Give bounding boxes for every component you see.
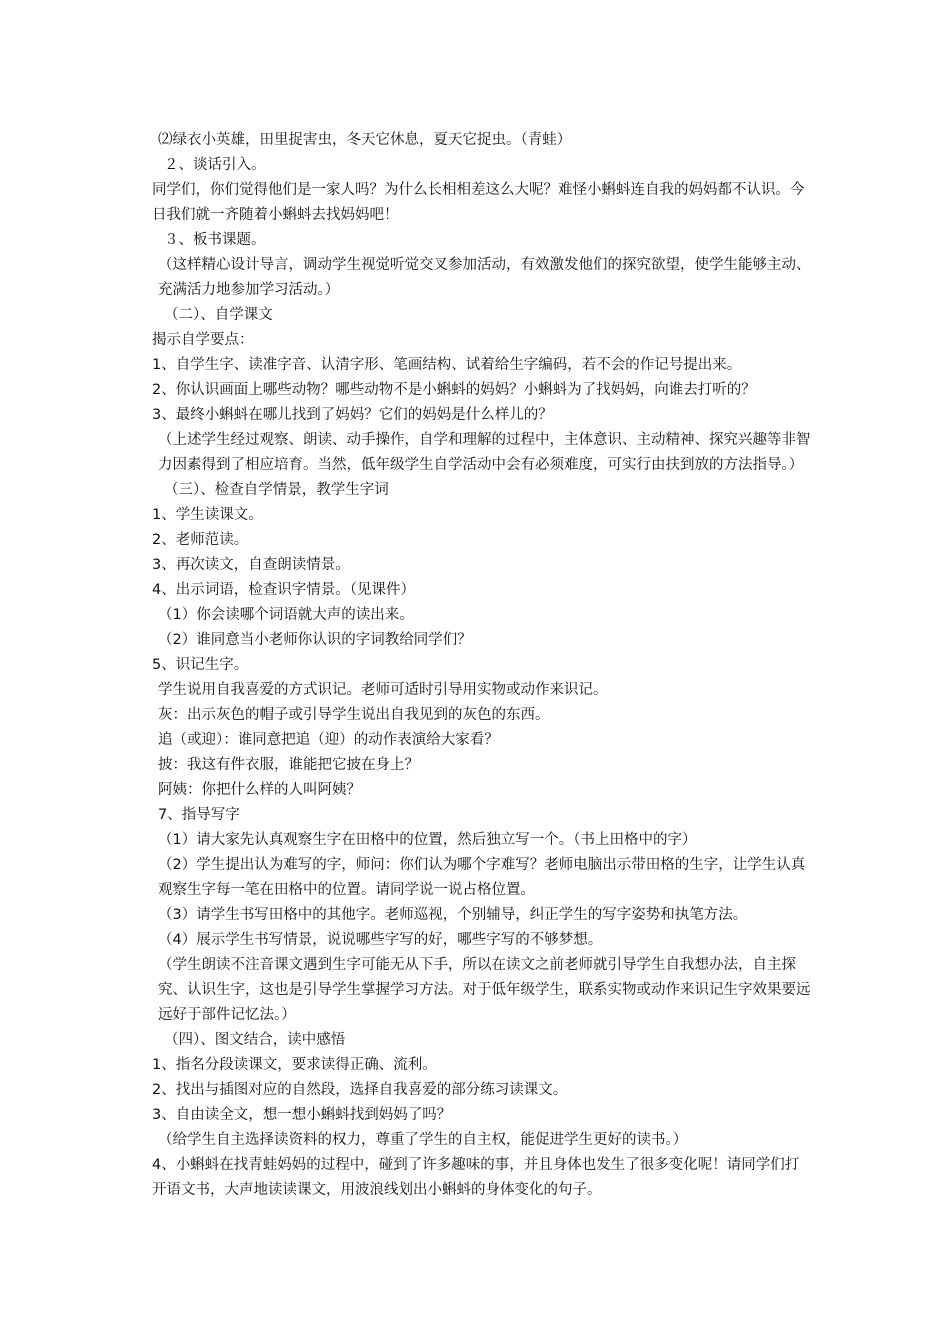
list-item: 4、出示词语，检查识字情景。（见课件） — [152, 582, 415, 598]
paragraph: 同学们，你们觉得他们是一家人吗？为什么长相相差这么大呢？难怪小蝌蚪连自我的妈妈都不认识。今日我们就一齐随着小蝌蚪去找妈妈吧！ — [152, 182, 805, 223]
step-heading: ３、板书课题。 — [164, 232, 266, 248]
paragraph: 学生说用自我喜爱的方式识记。老师可适时引导用实物或动作来识记。 — [158, 682, 608, 698]
list-item: 4、小蝌蚪在找青蛙妈妈的过程中，碰到了许多趣味的事，并且身体也发生了很多变化呢！请同学们打开语文书，大声地读读课文，用波浪线划出小蝌蚪的身体变化的句子。 — [152, 1157, 800, 1198]
section-heading: （三）、检查自学情景，教学生字词 — [164, 482, 389, 498]
section-heading: （四）、图文结合，读中感悟 — [164, 1032, 346, 1048]
paragraph: 披：我这有件衣服，谁能把它披在身上？ — [158, 757, 419, 773]
commentary-paragraph: （学生朗读不注音课文遇到生字可能无从下手，所以在读文之前老师就引导学生自我想办法，自主探究、认识生字，这也是引导学生掌握学习方法。对于低年级学生，联系实物或动作来识记生字效果要远远好于部件记忆法。） — [158, 957, 811, 1023]
step-heading: ２、谈话引入。 — [164, 157, 266, 173]
list-item: 3、自由读全文，想一想小蝌蚪找到妈妈了吗？ — [152, 1107, 452, 1123]
list-item: 1、学生读课文。 — [152, 507, 263, 523]
sub-item: （2）谁同意当小老师你认识的字词教给同学们？ — [158, 632, 472, 648]
paragraph: 阿姨：你把什么样的人叫阿姨？ — [158, 782, 361, 798]
sub-item: （1）你会读哪个词语就大声的读出来。 — [158, 607, 414, 623]
list-item: 1、自学生字、读准字音、认清字形、笔画结构、试着给生字编码，若不会的作记号提出来。 — [152, 357, 742, 373]
list-item: 5、识记生字。 — [152, 657, 249, 673]
commentary-paragraph: （给学生自主选择读资料的权力，尊重了学生的自主权，能促进学生更好的读书。） — [158, 1132, 688, 1148]
sub-item: （3）请学生书写田格中的其他字。老师巡视，个别辅导，纠正学生的写字姿势和执笔方法。 — [158, 907, 748, 923]
commentary-paragraph: （上述学生经过观察、朗读、动手操作，自学和理解的过程中，主体意识、主动精神、探究兴趣等非智力因素得到了相应培育。当然，低年级学生自学活动中会有必须难度，可实行由扶到放的方法指导。） — [158, 432, 811, 473]
paragraph: 灰：出示灰色的帽子或引导学生说出自我见到的灰色的东西。 — [158, 707, 550, 723]
list-item: 2、找出与插图对应的自然段，选择自我喜爱的部分练习读课文。 — [152, 1082, 568, 1098]
sub-item: （4）展示学生书写情景，说说哪些字写的好，哪些字写的不够梦想。 — [158, 932, 603, 948]
list-item: 3、再次读文，自查朗读情景。 — [152, 557, 350, 573]
paragraph: 追（或迎）：谁同意把追（迎）的动作表演给大家看？ — [158, 732, 499, 748]
sub-item: （1）请大家先认真观察生字在田格中的位置，然后独立写一个。（书上田格中的字） — [158, 832, 697, 848]
list-item: 2、你认识画面上哪些动物？哪些动物不是小蝌蚪的妈妈？小蝌蚪为了找妈妈，向谁去打听的？ — [152, 382, 756, 398]
section-heading: （二）、自学课文 — [164, 307, 273, 323]
riddle-line: ⑵绿衣小英雄，田里捉害虫，冬天它休息，夏天它捉虫。（青蛙） — [158, 132, 572, 148]
sub-item: （2）学生提出认为难写的字，师问：你们认为哪个字难写？老师电脑出示带田格的生字，让学生认真观察生字每一笔在田格中的位置。请同学说一说占格位置。 — [158, 857, 806, 898]
paragraph: 揭示自学要点： — [152, 332, 254, 348]
list-item: 2、老师范读。 — [152, 532, 249, 548]
commentary-paragraph: （这样精心设计导言，调动学生视觉听觉交叉参加活动，有效激发他们的探究欲望，使学生能够主动、充满活力地参加学习活动。） — [158, 257, 811, 298]
list-item: 3、最终小蝌蚪在哪儿找到了妈妈？它们的妈妈是什么样儿的？ — [152, 407, 553, 423]
document-body — [146, 128, 811, 1203]
list-item: 1、指名分段读课文，要求读得正确、流利。 — [152, 1057, 437, 1073]
list-item: 7、指导写字 — [158, 807, 240, 823]
